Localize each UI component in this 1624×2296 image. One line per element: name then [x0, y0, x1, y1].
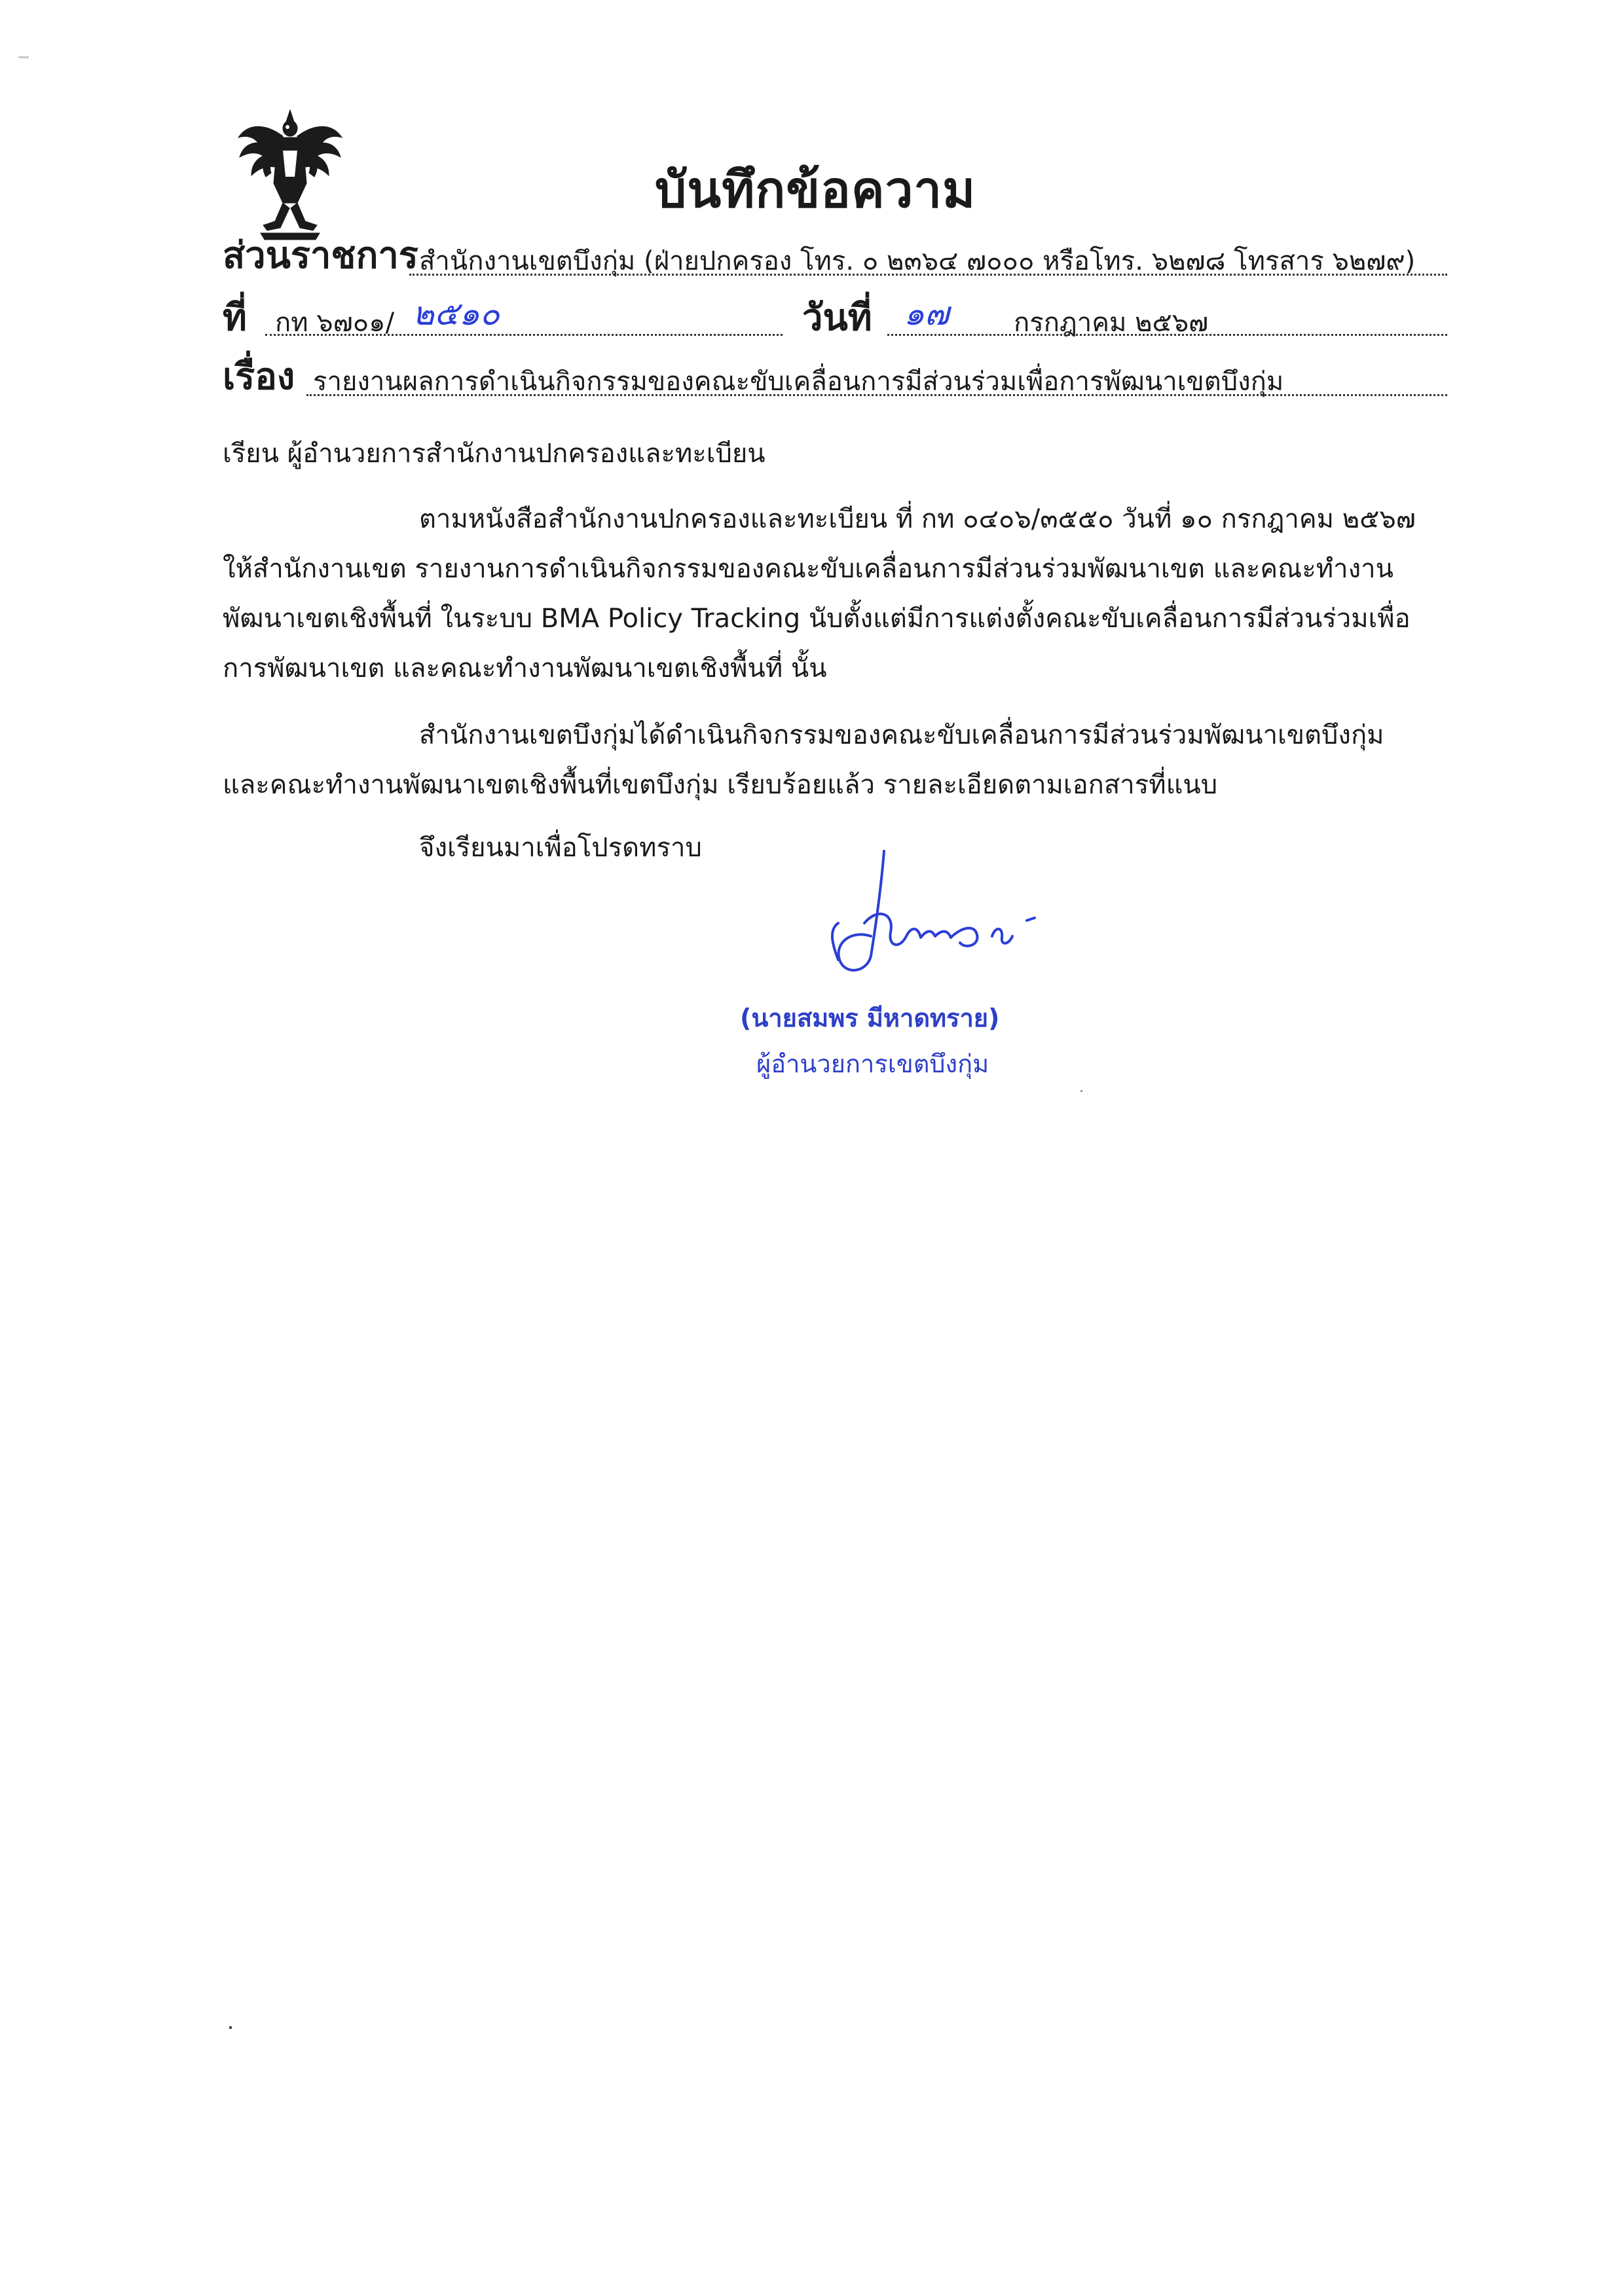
- paragraph-2-line-2: และคณะทำงานพัฒนาเขตเชิงพื้นที่เขตบึงกุ่ม เรียบร้อยแล้ว รายละเอียดตามเอกสารที่แนบ: [223, 770, 1218, 800]
- closing-line: จึงเรียนมาเพื่อโปรดทราบ: [419, 833, 702, 863]
- paragraph-1-line-4: การพัฒนาเขต และคณะทำงานพัฒนาเขตเชิงพื้นที่ นั้น: [223, 653, 827, 683]
- signer-position: ผู้อำนวยการเขตบึงกุ่ม: [756, 1049, 989, 1078]
- subject-dotted-line: [306, 394, 1447, 396]
- scan-mark: [18, 56, 29, 58]
- ref-printed: กท ๖๗๐๑/: [275, 308, 395, 338]
- paragraph-1-line-2: ให้สำนักงานเขต รายงานการดำเนินกิจกรรมของคณะขับเคลื่อนการมีส่วนร่วมพัฒนาเขต และคณะทำงาน: [223, 554, 1393, 584]
- agency-value: สำนักงานเขตบึงกุ่ม (ฝ่ายปกครอง โทร. ๐ ๒๓๖๔ ๗๐๐๐ หรือโทร. ๖๒๗๘ โทรสาร ๖๒๗๙): [419, 246, 1416, 276]
- agency-label: ส่วนราชการ: [223, 234, 418, 277]
- garuda-emblem-icon: [234, 105, 346, 242]
- date-dotted-line: [887, 334, 1447, 336]
- ref-label: ที่: [223, 297, 247, 339]
- handwritten-signature-icon: [766, 845, 1054, 995]
- date-month-year: กรกฎาคม ๒๕๖๗: [1014, 308, 1209, 338]
- subject-value: รายงานผลการดำเนินกิจกรรมของคณะขับเคลื่อนการมีส่วนร่วมเพื่อการพัฒนาเขตบึงกุ่ม: [313, 367, 1284, 397]
- paragraph-2-line-1: สำนักงานเขตบึงกุ่มได้ดำเนินกิจกรรมของคณะขับเคลื่อนการมีส่วนร่วมพัฒนาเขตบึงกุ่ม: [419, 720, 1384, 750]
- scan-speck: [229, 2026, 232, 2029]
- agency-dotted-line: [409, 274, 1447, 276]
- ref-handwritten-number: ๒๕๑๐: [413, 295, 500, 333]
- salutation: เรียน ผู้อำนวยการสำนักงานปกครองและทะเบียน: [223, 439, 766, 469]
- subject-label: เรื่อง: [223, 355, 295, 398]
- paragraph-1-line-3: พัฒนาเขตเชิงพื้นที่ ในระบบ BMA Policy Tracking นับตั้งแต่มีการแต่งตั้งคณะขับเคลื่อนการมีส่วนร่วมเพื่อ: [223, 604, 1411, 634]
- scan-speck: [1080, 1090, 1082, 1092]
- date-day-handwritten: ๑๗: [904, 295, 950, 333]
- ref-dotted-line: [265, 334, 783, 336]
- memo-title: บันทึกข้อความ: [655, 160, 976, 219]
- signer-name: (นายสมพร มีหาดทราย): [740, 1004, 1000, 1032]
- date-label: วันที่: [802, 297, 872, 339]
- paragraph-1-line-1: ตามหนังสือสำนักงานปกครองและทะเบียน ที่ กท ๐๔๐๖/๓๕๕๐ วันที่ ๑๐ กรกฎาคม ๒๕๖๗: [419, 504, 1416, 534]
